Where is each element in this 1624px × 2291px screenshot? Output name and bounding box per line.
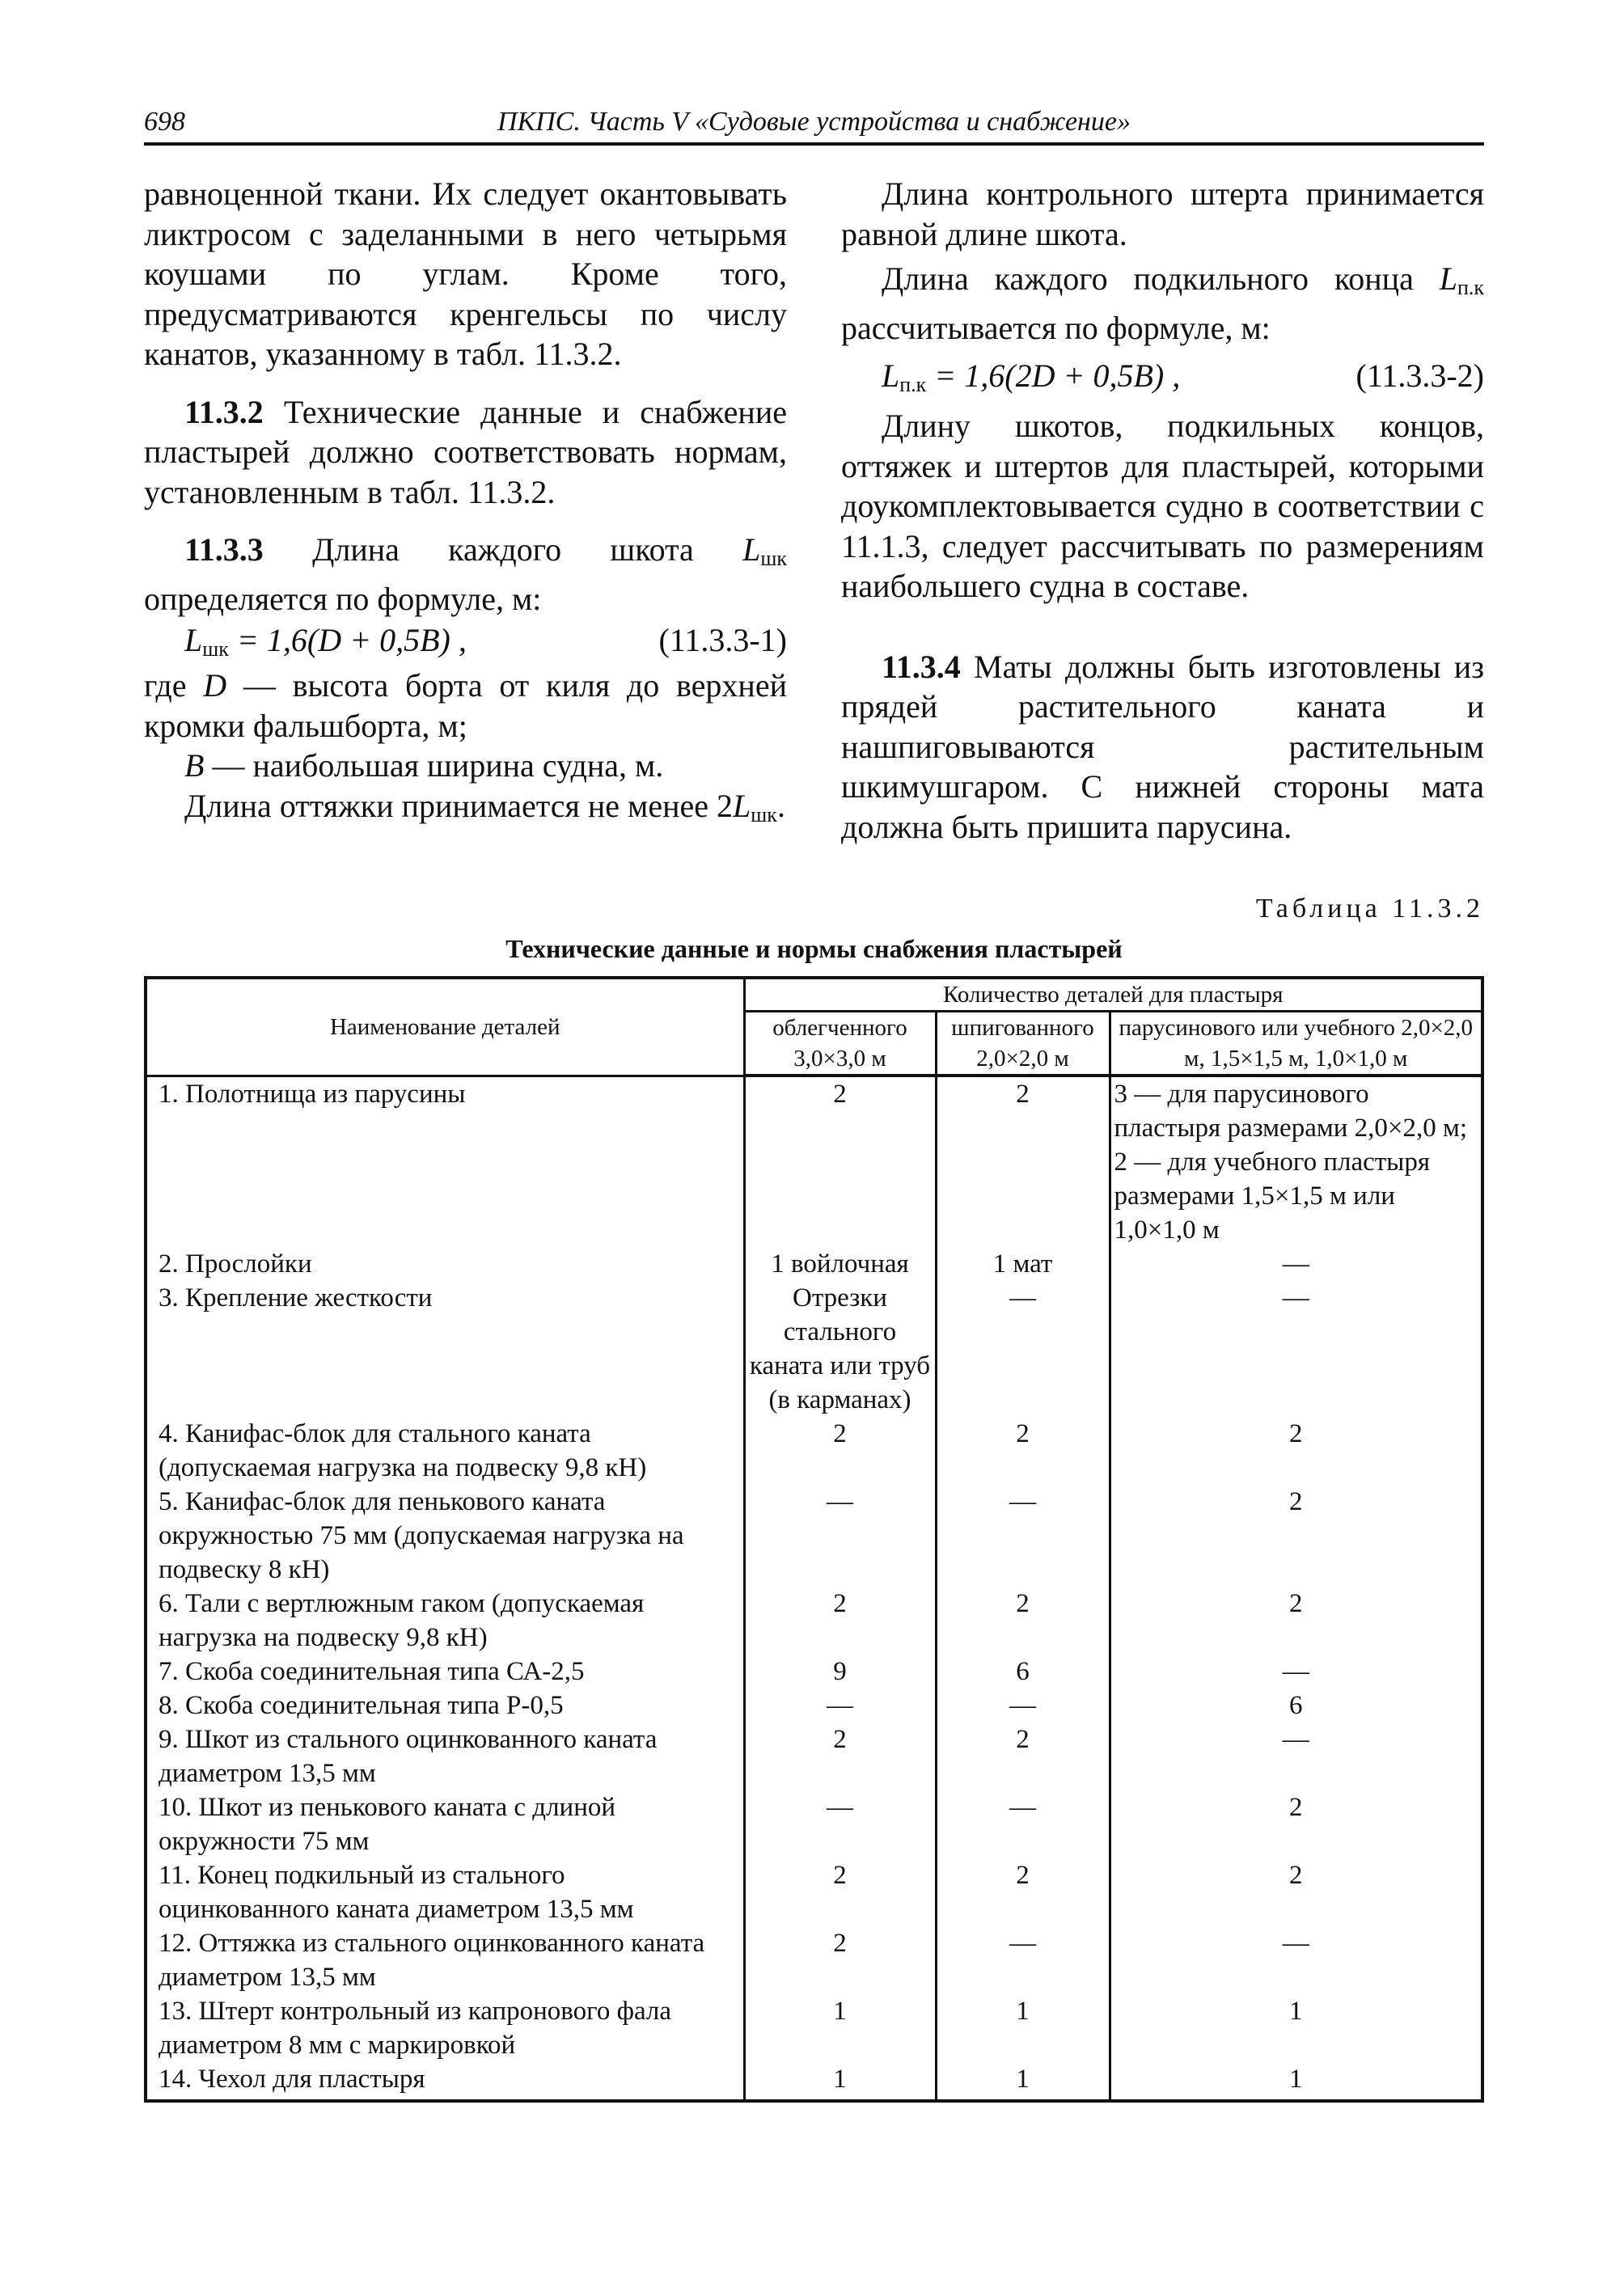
paragraph: Длину шкотов, подкильных концов, оттяжек и штертов для пластырей, которыми доукомплектовывается судно в соответствии с 11.1.3, следует рассчитывать по размерениям наибольшего судна в составе.: [841, 408, 1484, 604]
paragraph-text: Длина каждого подкильного конца: [882, 260, 1440, 297]
formula-11-3-3-1: [144, 619, 787, 666]
formula-rhs: = 1,6(D + 0,5B) ,: [228, 622, 467, 658]
supplies-table: [144, 976, 1484, 2103]
subscript: шк: [751, 802, 777, 826]
cell-light: 2: [744, 1076, 936, 1247]
cell-stuffed: 1: [936, 1994, 1110, 2062]
cell-light: 1 войлочная: [744, 1247, 936, 1281]
cell-name: 10. Шкот из пенькового каната с длиной окружности 75 мм: [146, 1790, 744, 1858]
formula-11-3-3-2: [841, 354, 1484, 412]
paragraph-text: .: [776, 787, 785, 824]
variable: B: [184, 747, 205, 784]
cell-stuffed: —: [936, 1689, 1110, 1722]
table-row: [146, 1485, 1482, 1587]
running-header: [144, 104, 1484, 146]
paragraph: [841, 259, 1484, 348]
cell-name: 3. Крепление жесткости: [146, 1281, 744, 1417]
section-number: 11.3.4: [882, 648, 961, 685]
cell-light: 9: [744, 1655, 936, 1689]
table-row: [146, 1790, 1482, 1858]
cell-light: 1: [744, 2062, 936, 2101]
cell-canvas: —: [1110, 1722, 1482, 1790]
cell-light: 2: [744, 1926, 936, 1994]
cell-canvas: 1: [1110, 2062, 1482, 2101]
cell-canvas: 6: [1110, 1689, 1482, 1722]
subscript: шк: [760, 547, 787, 570]
cell-stuffed: 2: [936, 1587, 1110, 1655]
paragraph-text: — наибольшая ширина судна, м.: [204, 747, 664, 784]
cell-stuffed: —: [936, 1790, 1110, 1858]
subscript: п.к: [899, 373, 927, 396]
cell-light: —: [744, 1790, 936, 1858]
table-row: [146, 1689, 1482, 1722]
section-number: 11.3.3: [184, 531, 264, 568]
variable: D: [203, 667, 227, 704]
cell-stuffed: 2: [936, 1076, 1110, 1247]
table-row: [146, 2062, 1482, 2101]
variable: L: [1439, 260, 1457, 297]
cell-stuffed: 1: [936, 2062, 1110, 2101]
cell-stuffed: 6: [936, 1655, 1110, 1689]
paragraph: [144, 666, 787, 746]
cell-canvas: 2: [1110, 1587, 1482, 1655]
paragraph: равноценной ткани. Их следует окантовывать ликтросом с заделанными в него четырьмя коушами по углам. Кроме того, предусматриваются кренгельсы по числу канатов, указанному в табл. 11.3.2.: [144, 175, 787, 372]
paragraph-11-3-2: [144, 392, 787, 513]
header-col-stuffed: шпигованного 2,0×2,0 м: [936, 1012, 1110, 1076]
formula-number: (11.3.3-1): [658, 622, 787, 658]
cell-light: —: [744, 1689, 936, 1722]
header-title: ПКПС. Часть V «Судовые устройства и снабжение»: [497, 107, 1131, 137]
cell-canvas: —: [1110, 1926, 1482, 1994]
cell-name: 13. Штерт контрольный из капронового фала диаметром 8 мм с маркировкой: [146, 1994, 744, 2062]
section-number: 11.3.2: [184, 393, 264, 430]
cell-canvas: 2: [1110, 1485, 1482, 1587]
paragraph-text: Технические данные и снабжение пластырей должно соответствовать нормам, установленным в табл. 11.3.2.: [144, 393, 787, 510]
paragraph-text: — высота борта от киля до верхней кромки фальшборта, м;: [144, 667, 787, 744]
cell-canvas: —: [1110, 1655, 1482, 1689]
cell-canvas: 1: [1110, 1994, 1482, 2062]
paragraph-11-3-4: [841, 647, 1484, 848]
cell-name: 5. Канифас-блок для пенькового каната окружностью 75 мм (допускаемая нагрузка на подвеску 8 кН): [146, 1485, 744, 1587]
cell-canvas: 2: [1110, 1858, 1482, 1926]
table-row: [146, 1247, 1482, 1281]
left-column: [144, 174, 787, 835]
paragraph-text: определяется по формуле, м:: [144, 580, 542, 617]
cell-stuffed: 2: [936, 1417, 1110, 1485]
table-row: [146, 1587, 1482, 1655]
variable: L: [742, 531, 761, 568]
cell-canvas: —: [1110, 1281, 1482, 1417]
cell-stuffed: 2: [936, 1858, 1110, 1926]
formula-lhs: L: [882, 357, 900, 394]
formula-lhs: L: [184, 622, 203, 658]
table-row: [146, 1722, 1482, 1790]
cell-name: 9. Шкот из стального оцинкованного каната диаметром 13,5 мм: [146, 1722, 744, 1790]
paragraph: [144, 786, 787, 835]
variable: L: [733, 787, 751, 824]
cell-light: 2: [744, 1587, 936, 1655]
table-row: [146, 1076, 1482, 1247]
cell-name: 11. Конец подкильный из стального оцинкованного каната диаметром 13,5 мм: [146, 1858, 744, 1926]
cell-stuffed: 2: [936, 1722, 1110, 1790]
page-number: 698: [144, 107, 185, 137]
cell-light: 1: [744, 1994, 936, 2062]
cell-light: 2: [744, 1417, 936, 1485]
subscript: п.к: [1457, 276, 1484, 299]
header-col-light: облегченного 3,0×3,0 м: [744, 1012, 936, 1076]
cell-name: 12. Оттяжка из стального оцинкованного каната диаметром 13,5 мм: [146, 1926, 744, 1994]
subscript: шк: [202, 637, 229, 661]
cell-name: 1. Полотнища из парусины: [146, 1076, 744, 1247]
header-col-canvas: парусинового или учебного 2,0×2,0 м, 1,5×1,5 м, 1,0×1,0 м: [1110, 1012, 1482, 1076]
paragraph-text: где: [144, 667, 204, 704]
cell-name: 7. Скоба соединительная типа СА-2,5: [146, 1655, 744, 1689]
formula-number: (11.3.3-2): [1355, 357, 1484, 394]
table-row: [146, 1994, 1482, 2062]
cell-stuffed: —: [936, 1485, 1110, 1587]
cell-light: 2: [744, 1858, 936, 1926]
table-row: [146, 1858, 1482, 1926]
paragraph: Длина контрольного штерта принимается равной длине шкота.: [841, 175, 1484, 252]
paragraph-text: Длина оттяжки принимается не менее 2: [184, 787, 734, 824]
table-caption: Таблица 11.3.2: [1255, 894, 1484, 924]
header-group: Количество деталей для пластыря: [744, 978, 1482, 1012]
table-row: [146, 1655, 1482, 1689]
header-name: Наименование деталей: [146, 978, 744, 1076]
cell-canvas: 2: [1110, 1417, 1482, 1485]
cell-canvas: —: [1110, 1247, 1482, 1281]
right-column: [841, 174, 1484, 847]
cell-stuffed: —: [936, 1281, 1110, 1417]
paragraph-text: Маты должны быть изготовлены из прядей растительного каната и нашпиговываются растительным шкимушгаром. С нижней стороны мата должна быть пришита парусина.: [841, 648, 1484, 845]
cell-name: 6. Тали с вертлюжным гаком (допускаемая нагрузка на подвеску 9,8 кН): [146, 1587, 744, 1655]
table-row: [146, 1281, 1482, 1417]
table-row: [146, 1417, 1482, 1485]
cell-canvas: 2: [1110, 1790, 1482, 1858]
cell-name: 2. Прослойки: [146, 1247, 744, 1281]
cell-name: 8. Скоба соединительная типа Р-0,5: [146, 1689, 744, 1722]
table-row: [146, 1926, 1482, 1994]
paragraph-11-3-3: [144, 530, 787, 619]
table-title: Технические данные и нормы снабжения пластырей: [505, 934, 1123, 963]
cell-name: 14. Чехол для пластыря: [146, 2062, 744, 2101]
cell-name: 4. Канифас-блок для стального каната (допускаемая нагрузка на подвеску 9,8 кН): [146, 1417, 744, 1485]
cell-light: Отрезки стального каната или труб (в карманах): [744, 1281, 936, 1417]
cell-stuffed: 1 мат: [936, 1247, 1110, 1281]
paragraph: [144, 746, 787, 786]
cell-light: —: [744, 1485, 936, 1587]
cell-canvas: 3 — для парусинового пластыря размерами 2,0×2,0 м; 2 — для учебного пластыря размерами 1,5×1,5 м или 1,0×1,0 м: [1110, 1076, 1482, 1247]
formula-rhs: = 1,6(2D + 0,5B) ,: [926, 357, 1181, 394]
paragraph-text: рассчитывается по формуле, м:: [841, 309, 1271, 346]
paragraph-text: Длина каждого шкота: [263, 531, 743, 568]
cell-stuffed: —: [936, 1926, 1110, 1994]
cell-light: 2: [744, 1722, 936, 1790]
